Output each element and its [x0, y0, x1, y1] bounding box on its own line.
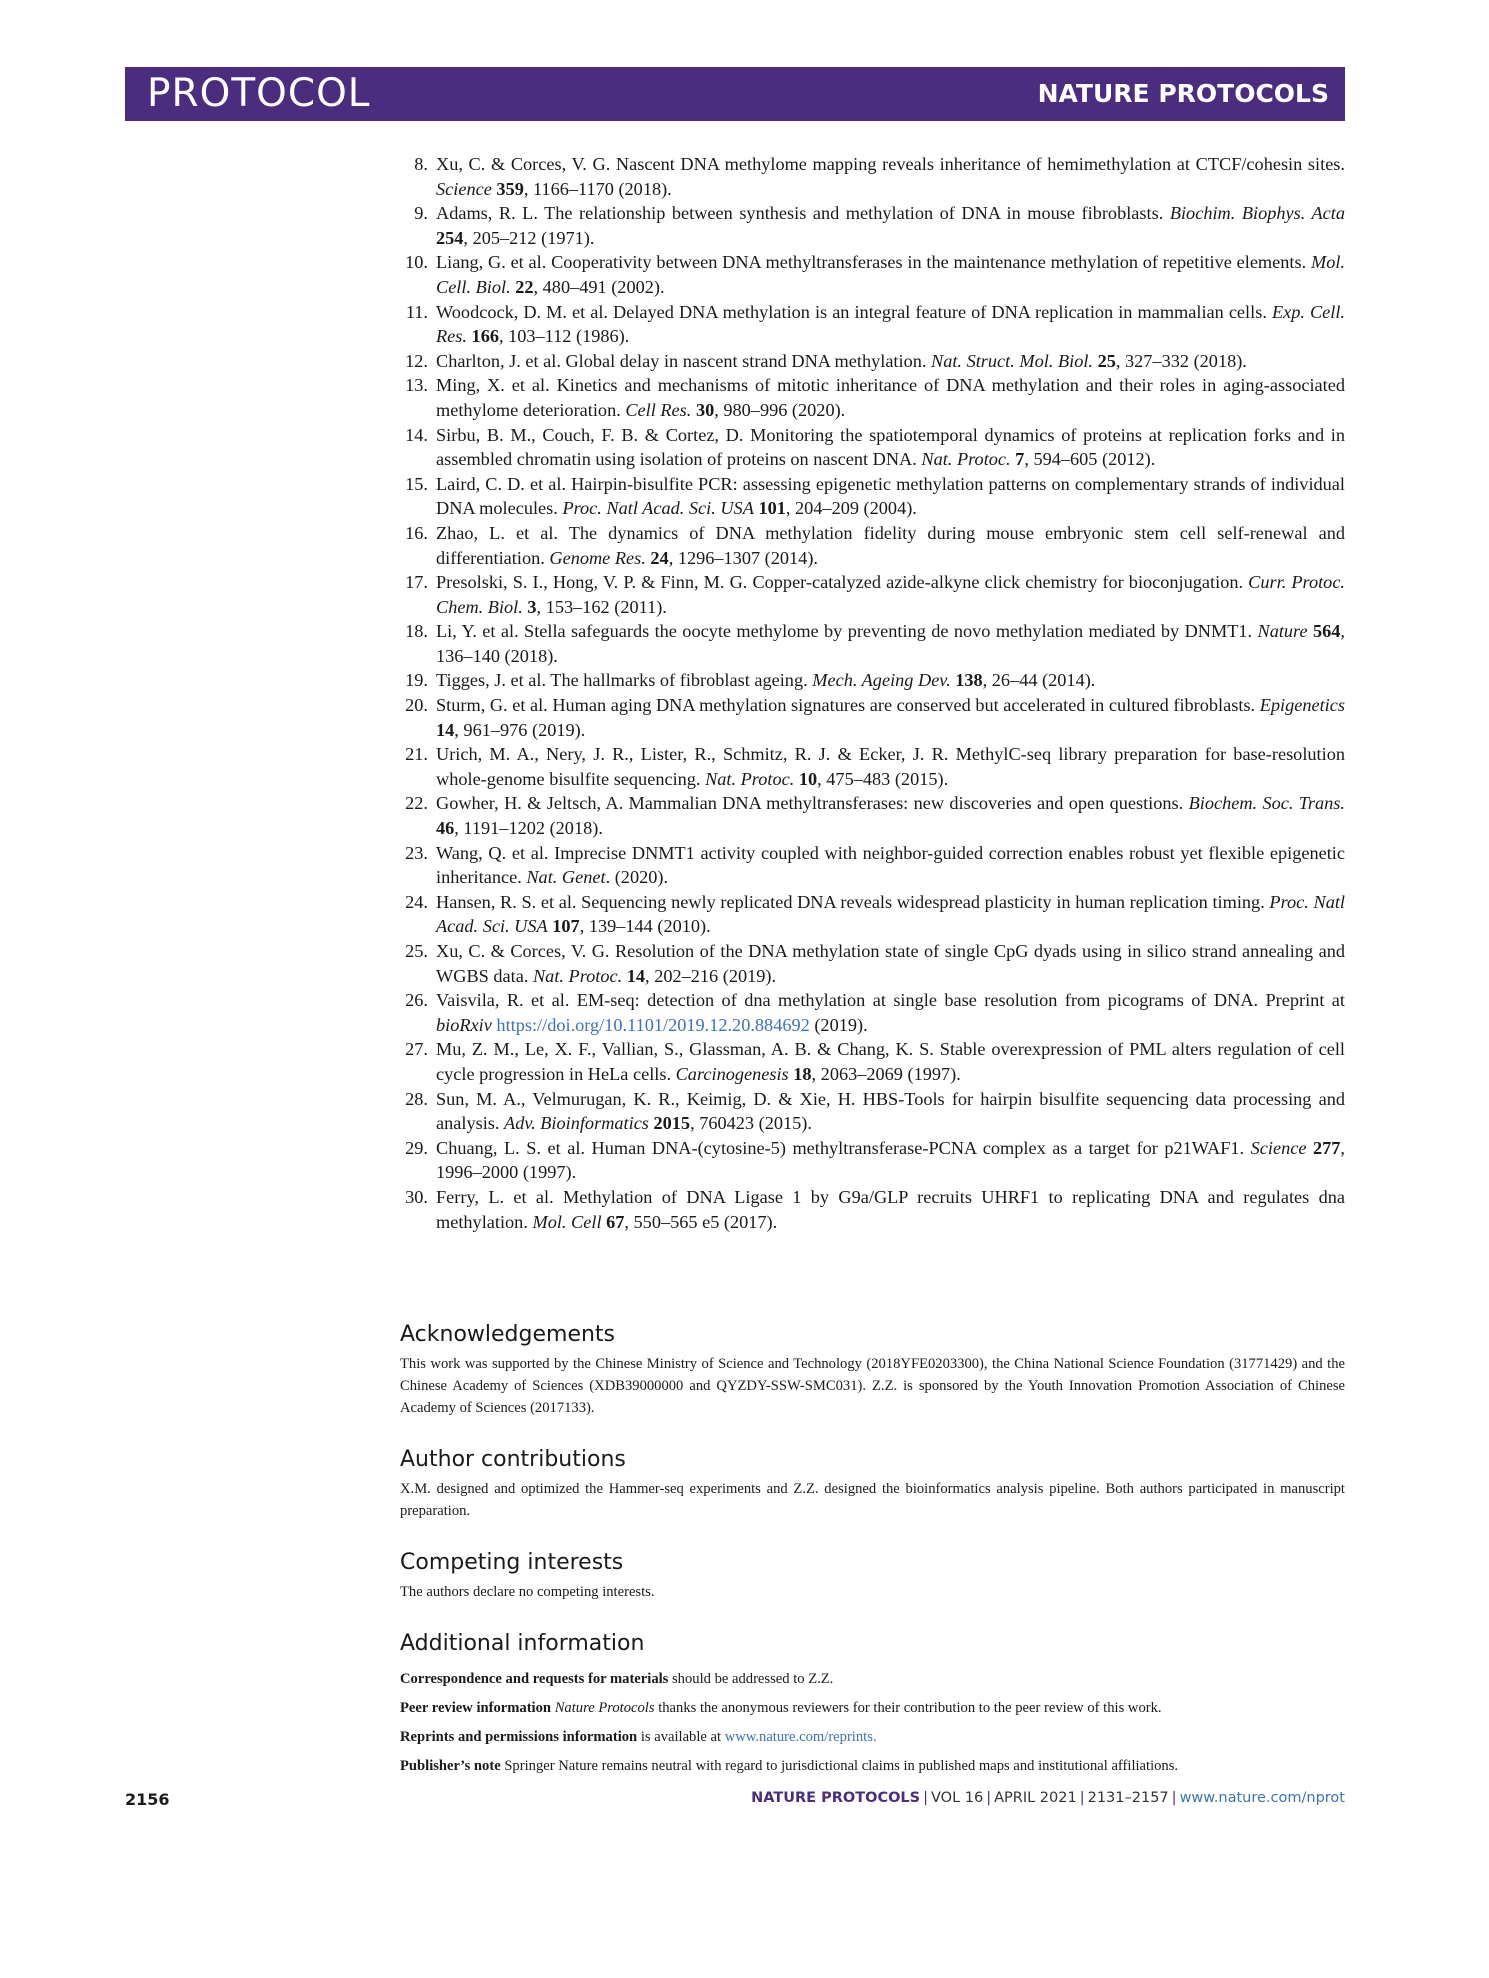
- reference-volume: 138: [955, 670, 983, 691]
- reference-text: , 205–212 (1971).: [463, 227, 595, 248]
- reference-text: , 1996–2000 (1997).: [436, 1137, 1345, 1183]
- reference-journal: Exp. Cell. Res.: [436, 301, 1346, 347]
- reference-number: 28.: [405, 1088, 428, 1109]
- acknowledgements-heading: Acknowledgements: [400, 1322, 616, 1347]
- reference-journal: bioRxiv: [436, 1014, 492, 1035]
- reference-list: [400, 152, 1345, 1234]
- reference-volume: 24: [650, 547, 669, 568]
- reference-text: , 26–44 (2014).: [982, 670, 1096, 691]
- reference-text: , 594–605 (2012).: [1024, 449, 1156, 470]
- reference-volume: 3: [527, 596, 537, 617]
- reference-text: , 550–565 e5 (2017).: [624, 1211, 778, 1232]
- footer-volume: VOL 16: [931, 1790, 984, 1806]
- reference-item: [400, 1037, 1345, 1086]
- reference-text: , 204–209 (2004).: [785, 498, 917, 519]
- reference-volume: 22: [515, 276, 534, 297]
- reference-journal: Mol. Cell. Biol.: [436, 252, 1345, 297]
- reference-text: (2019).: [809, 1014, 868, 1035]
- reference-text: , 136–140 (2018).: [436, 621, 1345, 666]
- reference-text: Woodcock, D. M. et al. Delayed DNA methylation is an integral feature of DNA replication in mammalian cells.: [436, 301, 1272, 322]
- reference-item: [400, 841, 1345, 890]
- author-contributions-heading: Author contributions: [400, 1447, 626, 1472]
- reference-text: Liang, G. et al. Cooperativity between DNA methyltransferases in the maintenance methylation of repetitive elements.: [436, 252, 1311, 273]
- reference-volume: 10: [798, 768, 818, 789]
- reference-text: Ferry, L. et al. Methylation of DNA Ligase 1 by G9a/GLP recruits UHRF1 to replicating DNA and regulates dna methylation.: [436, 1186, 1345, 1232]
- reference-text: Charlton, J. et al. Global delay in nascent strand DNA methylation.: [436, 350, 932, 371]
- reference-item: [400, 472, 1345, 521]
- publisher-note-line: [400, 1755, 1345, 1777]
- reference-number: 10.: [405, 252, 428, 273]
- reference-volume: 277: [1313, 1137, 1341, 1158]
- journal-name-header: NATURE PROTOCOLS: [1037, 79, 1329, 108]
- reference-volume: 25: [1097, 350, 1116, 371]
- reference-text: . (2020).: [605, 867, 669, 888]
- reference-text: Presolski, S. I., Hong, V. P. & Finn, M. G. Copper-catalyzed azide-alkyne click chemistry for bioconjugation.: [436, 572, 1249, 593]
- reference-number: 13.: [405, 375, 428, 396]
- reference-text: Laird, C. D. et al. Hairpin-bisulfite PCR: assessing epigenetic methylation patterns on complementary strands of individual DNA molecules.: [436, 473, 1345, 519]
- reference-text: Tigges, J. et al. The hallmarks of fibroblast ageing.: [436, 670, 813, 691]
- reference-item: [400, 349, 1345, 374]
- footer-date: APRIL 2021: [994, 1790, 1077, 1806]
- reference-text: Mu, Z. M., Le, X. F., Vallian, S., Glassman, A. B. & Chang, K. S. Stable overexpression of PML alters regulation of cell cycle progression in HeLa cells.: [436, 1039, 1345, 1084]
- reference-volume: 2015: [653, 1113, 691, 1134]
- reference-item: [400, 890, 1345, 939]
- acknowledgements-section: [400, 1322, 1345, 1419]
- reference-text: Chuang, L. S. et al. Human DNA-(cytosine-5) methyltransferase-PCNA complex as a target for p21WAF1.: [436, 1137, 1251, 1158]
- reference-journal: Biochim. Biophys. Acta: [1169, 203, 1345, 224]
- peer-review-line: [400, 1697, 1345, 1719]
- reference-item: [400, 373, 1345, 422]
- reference-journal: Biochem. Soc. Trans.: [1188, 793, 1345, 814]
- reference-item: [400, 693, 1345, 742]
- reference-item: [400, 742, 1345, 791]
- reference-item: [400, 1087, 1345, 1136]
- additional-information-heading: Additional information: [400, 1631, 645, 1656]
- reference-volume: 14: [436, 719, 455, 740]
- reference-item: [400, 423, 1345, 472]
- footer-pages: 2131–2157: [1087, 1790, 1169, 1806]
- reference-text: Xu, C. & Corces, V. G. Resolution of the DNA methylation state of single CpG dyads using in silico strand annealing and WGBS data.: [436, 941, 1345, 986]
- reference-journal: Curr. Protoc. Chem. Biol.: [436, 572, 1346, 617]
- acknowledgements-text: This work was supported by the Chinese Ministry of Science and Technology (2018YFE0203300), the China National Science Foundation (31771429) and the Chinese Academy of Sciences (XDB39000000 and QYZDY-SSW-SMC031). Z.Z. is sponsored by the Youth Innovation Promotion Association of Chinese Academy of Sciences (2017133).: [400, 1356, 1345, 1416]
- reference-text: , 327–332 (2018).: [1115, 350, 1247, 371]
- reference-journal: Nat. Struct. Mol. Biol.: [931, 350, 1094, 371]
- reference-journal: Carcinogenesis: [675, 1063, 789, 1084]
- reference-item: [400, 939, 1345, 988]
- reference-journal: Nature: [1257, 621, 1308, 642]
- reference-number: 8.: [414, 154, 428, 174]
- reference-text: Hansen, R. S. et al. Sequencing newly replicated DNA reveals widespread plasticity in human replication timing.: [436, 891, 1270, 912]
- reference-item: [400, 1185, 1345, 1234]
- reference-volume: 18: [793, 1063, 812, 1084]
- reference-text: , 1296–1307 (2014).: [668, 547, 818, 568]
- reference-text: Sturm, G. et al. Human aging DNA methylation signatures are conserved but accelerated in cultured fibroblasts.: [436, 695, 1260, 716]
- reference-doi-link[interactable]: https://doi.org/10.1101/2019.12.20.884692: [496, 1014, 810, 1035]
- reference-number: 26.: [405, 990, 428, 1011]
- reference-text: Sun, M. A., Velmurugan, K. R., Keimig, D. & Xie, H. HBS-Tools for hairpin bisulfite sequencing data processing and analysis.: [436, 1088, 1345, 1134]
- reference-text: Urich, M. A., Nery, J. R., Lister, R., Schmitz, R. J. & Ecker, J. R. MethylC-seq library preparation for base-resolution whole-genome bisulfite sequencing.: [436, 744, 1345, 789]
- reference-text: , 202–216 (2019).: [645, 965, 777, 986]
- competing-interests-heading: Competing interests: [400, 1550, 624, 1575]
- reference-volume: 46: [436, 818, 455, 839]
- reference-journal: Epigenetics: [1259, 695, 1345, 716]
- reference-text: Sirbu, B. M., Couch, F. B. & Cortez, D. Monitoring the spatiotemporal dynamics of proteins at replication forks and in assembled chromatin using isolation of proteins on nascent DNA.: [436, 424, 1345, 470]
- reprints-line: [400, 1726, 1345, 1748]
- reference-text: Li, Y. et al. Stella safeguards the oocyte methylome by preventing de novo methylation mediated by DNMT1.: [436, 621, 1258, 642]
- reference-volume: 101: [758, 498, 786, 519]
- reference-text: , 961–976 (2019).: [454, 719, 586, 740]
- reference-text: Ming, X. et al. Kinetics and mechanisms of mitotic inheritance of DNA methylation and their roles in aging-associated methylome deterioration.: [436, 375, 1345, 420]
- competing-interests-section: [400, 1550, 1345, 1603]
- reference-item: [400, 250, 1345, 299]
- reference-number: 14.: [405, 424, 428, 445]
- competing-interests-text: The authors declare no competing interests.: [400, 1584, 655, 1600]
- reference-item: [400, 300, 1345, 349]
- reference-journal: Nat. Protoc.: [921, 449, 1011, 470]
- reference-volume: 564: [1313, 621, 1341, 642]
- reference-text: , 153–162 (2011).: [536, 596, 667, 617]
- reference-text: Wang, Q. et al. Imprecise DNMT1 activity coupled with neighbor-guided correction enables robust yet flexible epigenetic inheritance.: [436, 842, 1345, 888]
- reference-volume: 254: [436, 227, 464, 248]
- reference-text: Adams, R. L. The relationship between synthesis and methylation of DNA in mouse fibroblasts.: [436, 203, 1170, 224]
- reference-journal: Nat. Genet: [526, 867, 606, 888]
- reference-number: 16.: [405, 522, 428, 543]
- correspondence-text: should be addressed to Z.Z.: [668, 1671, 834, 1687]
- peer-review-label: Peer review information: [400, 1700, 552, 1716]
- footer-citation: NATURE PROTOCOLS | VOL 16 | APRIL 2021 | 2131–2157 | www.nature.com/nprot: [751, 1790, 1345, 1806]
- reference-volume: 166: [471, 326, 499, 347]
- reference-item: [400, 619, 1345, 668]
- reference-item: [400, 201, 1345, 250]
- reference-volume: 359: [496, 178, 524, 199]
- section-type-label: PROTOCOL: [147, 71, 371, 116]
- additional-information-section: [400, 1631, 1345, 1777]
- reprints-label: Reprints and permissions information: [400, 1729, 638, 1745]
- publisher-note-label: Publisher’s note: [400, 1758, 501, 1774]
- reference-number: 27.: [405, 1039, 428, 1060]
- reference-number: 24.: [405, 891, 428, 912]
- reference-text: , 103–112 (1986).: [498, 326, 630, 347]
- reference-volume: 107: [552, 916, 580, 937]
- correspondence-line: [400, 1668, 1345, 1690]
- reference-volume: 30: [695, 399, 715, 420]
- reference-volume: 14: [626, 965, 646, 986]
- reference-item: [400, 988, 1345, 1037]
- reference-number: 17.: [405, 572, 428, 593]
- reference-text: Gowher, H. & Jeltsch, A. Mammalian DNA methyltransferases: new discoveries and open questions.: [436, 793, 1189, 814]
- reference-volume: 7: [1015, 449, 1025, 470]
- reference-journal: Proc. Natl Acad. Sci. USA: [436, 891, 1345, 937]
- reference-journal: Nat. Protoc.: [705, 768, 795, 789]
- reference-item: [400, 570, 1345, 619]
- reference-text: Vaisvila, R. et al. EM-seq: detection of dna methylation at single base resolution from picograms of DNA. Preprint at: [436, 990, 1345, 1011]
- reference-number: 23.: [405, 842, 428, 863]
- reference-item: [400, 791, 1345, 840]
- reference-text: , 760423 (2015).: [690, 1113, 812, 1134]
- reference-number: 18.: [405, 621, 428, 642]
- reference-journal: Proc. Natl Acad. Sci. USA: [562, 498, 754, 519]
- footer-url[interactable]: www.nature.com/nprot: [1179, 1790, 1345, 1806]
- reference-text: , 475–483 (2015).: [817, 768, 949, 789]
- peer-review-text: thanks the anonymous reviewers for their contribution to the peer review of this work.: [654, 1700, 1162, 1716]
- reference-item: [400, 1136, 1345, 1185]
- reference-journal: Science: [436, 178, 492, 199]
- reference-text: , 2063–2069 (1997).: [811, 1063, 961, 1084]
- reference-text: , 139–144 (2010).: [579, 916, 711, 937]
- peer-review-journal: Nature Protocols: [554, 1700, 655, 1716]
- reference-number: 9.: [414, 203, 428, 224]
- reference-text: , 980–996 (2020).: [714, 399, 846, 420]
- reference-text: , 1191–1202 (2018).: [454, 818, 603, 839]
- reference-item: [400, 521, 1345, 570]
- reference-number: 30.: [405, 1186, 428, 1207]
- reference-number: 20.: [405, 695, 428, 716]
- correspondence-label: Correspondence and requests for materials: [400, 1671, 669, 1687]
- reference-text: , 1166–1170 (2018).: [523, 178, 672, 199]
- header-bar: [125, 67, 1345, 121]
- reference-item: [400, 152, 1345, 201]
- reference-text: Xu, C. & Corces, V. G. Nascent DNA methylome mapping reveals inheritance of hemimethylation at CTCF/cohesin sites.: [436, 154, 1345, 174]
- reference-journal: Nat. Protoc.: [532, 965, 623, 986]
- reference-number: 25.: [405, 941, 428, 961]
- reference-text: , 480–491 (2002).: [533, 276, 665, 297]
- reference-volume: 67: [606, 1211, 625, 1232]
- publisher-note-text: Springer Nature remains neutral with regard to jurisdictional claims in published maps and institutional affiliations.: [500, 1758, 1179, 1774]
- reprints-text: is available at: [637, 1729, 725, 1745]
- reference-journal: Mol. Cell: [532, 1211, 602, 1232]
- reference-number: 21.: [405, 744, 428, 765]
- reprints-link[interactable]: www.nature.com/reprints.: [724, 1729, 877, 1745]
- reference-number: 29.: [405, 1137, 428, 1158]
- reference-item: [400, 668, 1345, 693]
- reference-journal: Adv. Bioinformatics: [504, 1113, 649, 1134]
- reference-number: 15.: [405, 473, 428, 494]
- reference-number: 11.: [405, 301, 428, 322]
- reference-journal: Cell Res.: [625, 399, 692, 420]
- author-contributions-text: X.M. designed and optimized the Hammer-seq experiments and Z.Z. designed the bioinformatics analysis pipeline. Both authors participated in manuscript preparation.: [400, 1481, 1345, 1519]
- page-number: 2156: [125, 1790, 170, 1809]
- reference-number: 12.: [405, 350, 428, 371]
- reference-number: 19.: [405, 670, 428, 691]
- reference-text: Zhao, L. et al. The dynamics of DNA methylation fidelity during mouse embryonic stem cell self-renewal and differentiation.: [436, 522, 1345, 568]
- reference-number: 22.: [405, 793, 428, 814]
- reference-journal: Science: [1250, 1137, 1307, 1158]
- reference-journal: Genome Res.: [549, 547, 646, 568]
- author-contributions-section: [400, 1447, 1345, 1522]
- reference-journal: Mech. Ageing Dev.: [812, 670, 951, 691]
- footer-journal: NATURE PROTOCOLS: [751, 1790, 921, 1806]
